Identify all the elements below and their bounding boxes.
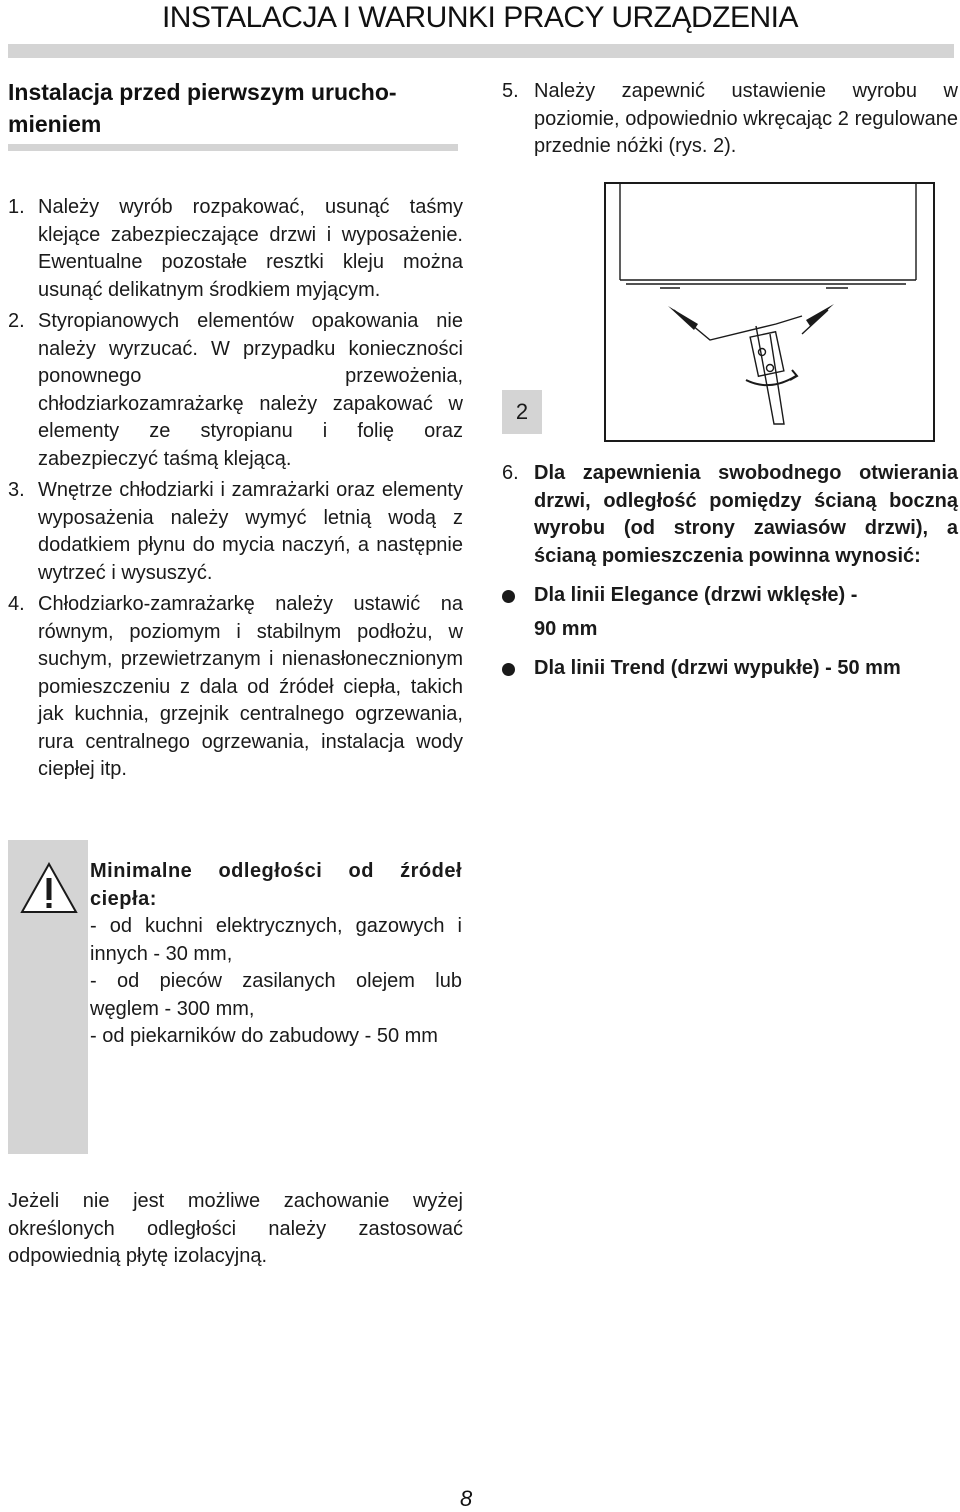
warning-title: Minimalne odległości od źródeł ciepła: bbox=[90, 860, 462, 910]
adjustable-foot-illustration bbox=[606, 184, 933, 440]
item-number: 2. bbox=[8, 310, 25, 332]
section-heading bbox=[8, 76, 458, 140]
section-heading-line1: Instalacja przed pierwszym urucho- bbox=[8, 79, 397, 105]
instruction-item-5 bbox=[502, 78, 958, 161]
bullet-label: Dla linii Trend (drzwi wypukłe) - 50 mm bbox=[534, 657, 901, 679]
bullet-elegance bbox=[502, 582, 958, 610]
warning-text bbox=[90, 858, 462, 1051]
item-text: Wnętrze chłodziarki i zamrażarki oraz elementy wyposażenia należy wymyć letnią wodą z dodatkiem płynu do mycia naczyń, a następnie wytrzeć i wysuszyć. bbox=[38, 479, 463, 584]
item-text: Należy wyrób rozpakować, usunąć taśmy klejące zabezpieczające drzwi i wyposażenie. Ewentualne pozostałe resztki kleju można usunąć delikatnym środkiem myjącym. bbox=[38, 196, 463, 301]
item-text: Styropianowych elementów opakowania nie należy wyrzucać. W przypadku konieczności ponownego przewożenia, chłodziarkozamrażarkę należy zapakować w elementy ze styropianu i folię oraz zabezpieczyć taśmą klejącą. bbox=[38, 310, 463, 470]
bullet-value: 90 mm bbox=[534, 617, 598, 640]
item-text: Chłodziarko-zamrażarkę należy ustawić na równym, poziomym i stabilnym podłożu, w suchym, przewietrzanym i nienasłonecznionym pomieszczeniu z dala od źródeł ciepła, takich jak kuchnia, grzejnik centralnego ogrzewania, rura centralnego ogrzewania, instalacja wody ciepłej itp. bbox=[38, 593, 463, 780]
instruction-item-3 bbox=[8, 477, 463, 587]
top-rule bbox=[8, 44, 954, 58]
instructions-list bbox=[8, 194, 463, 788]
item-number: 1. bbox=[8, 196, 25, 218]
warning-line-2: - od pieców zasilanych olejem lub węglem - 300 mm, bbox=[90, 970, 462, 1020]
page-title: INSTALACJA I WARUNKI PRACY URZĄDZENIA bbox=[161, 1, 799, 34]
page-number: 8 bbox=[460, 1486, 473, 1511]
item-number: 5. bbox=[502, 80, 519, 102]
warning-line-1: - od kuchni elektrycznych, gazowych i innych - 30 mm, bbox=[90, 915, 462, 965]
item-text: Należy zapewnić ustawienie wyrobu w poziomie, odpowiednio wkręcając 2 regulowane przednie nóżki (rys. 2). bbox=[534, 80, 958, 157]
instruction-item-1 bbox=[8, 194, 463, 304]
instruction-item-6 bbox=[502, 460, 958, 683]
warning-line-3: - od piekarników do zabudowy - 50 mm bbox=[90, 1025, 438, 1047]
figure-label: 2 bbox=[502, 390, 542, 434]
warning-triangle-icon bbox=[20, 862, 78, 914]
instruction-item-4 bbox=[8, 591, 463, 784]
item-text: Dla zapewnienia swobodnego otwierania drzwi, odległość pomiędzy ścianą boczną wyrobu (od strony zawiasów drzwi), a ścianą pomieszczenia powinna wynosić: bbox=[534, 462, 958, 567]
section-heading-line2: mieniem bbox=[8, 111, 102, 137]
bullet-label: Dla linii Elegance (drzwi wklęsłe) - bbox=[534, 584, 858, 606]
bullet-dot-icon bbox=[502, 663, 515, 676]
heading-rule bbox=[8, 144, 458, 151]
bullet-trend bbox=[502, 655, 958, 683]
instruction-item-2 bbox=[8, 308, 463, 473]
item-number: 3. bbox=[8, 479, 25, 501]
item-number: 6. bbox=[502, 462, 519, 484]
item-number: 4. bbox=[8, 593, 25, 615]
figure-adjustable-foot bbox=[604, 182, 935, 442]
bullet-dot-icon bbox=[502, 590, 515, 603]
footer-note: Jeżeli nie jest możliwe zachowanie wyżej określonych odległości należy zastosować odpowiednią płytę izolacyjną. bbox=[8, 1190, 463, 1267]
